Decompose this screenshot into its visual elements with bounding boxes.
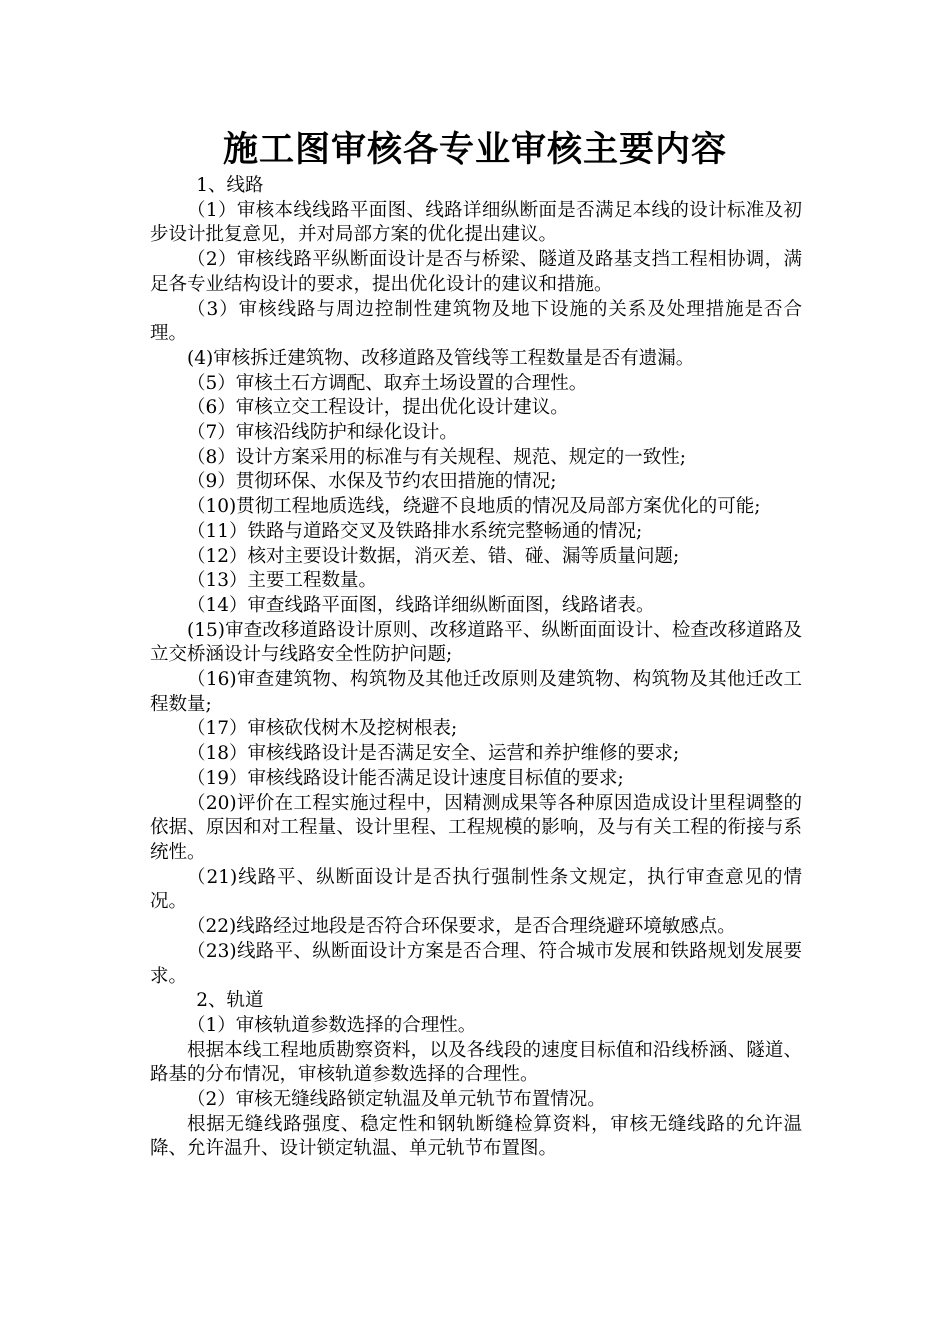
paragraph: （7）审核沿线防护和绿化设计。 [187,422,458,444]
paragraph: （1）审核本线线路平面图、线路详细纵断面是否满足本线的设计标准及初步设计批复意见，并对局部方案的优化提出建议。 [150,199,802,246]
paragraph: （1）审核轨道参数选择的合理性。 [187,1014,477,1036]
paragraph: （11）铁路与道路交叉及铁路排水系统完整畅通的情况; [187,520,643,542]
section-heading: 1、线路 [196,175,264,196]
paragraph: （6）审核立交工程设计，提出优化设计建议。 [187,397,569,419]
paragraph: (15)审查改移道路设计原则、改移道路平、纵断面面设计、检查改移道路及立交桥涵设计与线路安全性防护问题; [150,619,802,666]
document-title: 施工图审核各专业审核主要内容 [222,129,727,170]
paragraph: （5）审核土石方调配、取弃土场设置的合理性。 [187,372,588,394]
paragraph: （10)贯彻工程地质选线，绕避不良地质的情况及局部方案优化的可能; [187,496,761,518]
paragraph: （14）审查线路平面图，线路详细纵断面图，线路诸表。 [187,594,655,616]
document-body [150,174,802,1162]
paragraph: 根据本线工程地质勘察资料，以及各线段的速度目标值和沿线桥涵、隧道、路基的分布情况，审核轨道参数选择的合理性。 [150,1039,802,1086]
paragraph: （23)线路平、纵断面设计方案是否合理、符合城市发展和铁路规划发展要求。 [150,940,802,987]
paragraph: （19）审核线路设计能否满足设计速度目标值的要求; [187,767,624,789]
paragraph: （3）审核线路与周边控制性建筑物及地下设施的关系及处理措施是否合理。 [150,298,802,345]
paragraph: （17）审核砍伐树木及挖树根表; [187,718,458,740]
paragraph: （21)线路平、纵断面设计是否执行强制性条文规定，执行审查意见的情况。 [150,866,802,913]
paragraph: (4)审核拆迁建筑物、改移道路及管线等工程数量是否有遗漏。 [187,347,695,369]
section-heading: 2、轨道 [196,990,264,1012]
paragraph: （12）核对主要设计数据，消灭差、错、碰、漏等质量问题; [187,545,680,567]
paragraph: （13）主要工程数量。 [187,570,378,592]
paragraph: （2）审核线路平纵断面设计是否与桥梁、隧道及路基支挡工程相协调，满足各专业结构设计的要求，提出优化设计的建议和措施。 [150,249,802,295]
paragraph: （22)线路经过地段是否符合环保要求，是否合理绕避环境敏感点。 [187,916,736,938]
paragraph: （8）设计方案采用的标准与有关规程、规范、规定的一致性; [187,446,687,468]
paragraph: （2）审核无缝线路锁定轨温及单元轨节布置情况。 [187,1089,606,1111]
paragraph: （18）审核线路设计是否满足安全、运营和养护维修的要求; [187,743,680,765]
paragraph: 根据无缝线路强度、稳定性和钢轨断缝检算资料，审核无缝线路的允许温降、允许温升、设计锁定轨温、单元轨节布置图。 [150,1113,802,1160]
paragraph: （16)审查建筑物、构筑物及其他迁改原则及建筑物、构筑物及其他迁改工程数量; [150,669,802,715]
paragraph: （9）贯彻环保、水保及节约农田措施的情况; [187,471,557,493]
paragraph: （20)评价在工程实施过程中，因精测成果等各种原因造成设计里程调整的依据、原因和对工程量、设计里程、工程规模的影响，及与有关工程的衔接与系统性。 [150,792,802,863]
